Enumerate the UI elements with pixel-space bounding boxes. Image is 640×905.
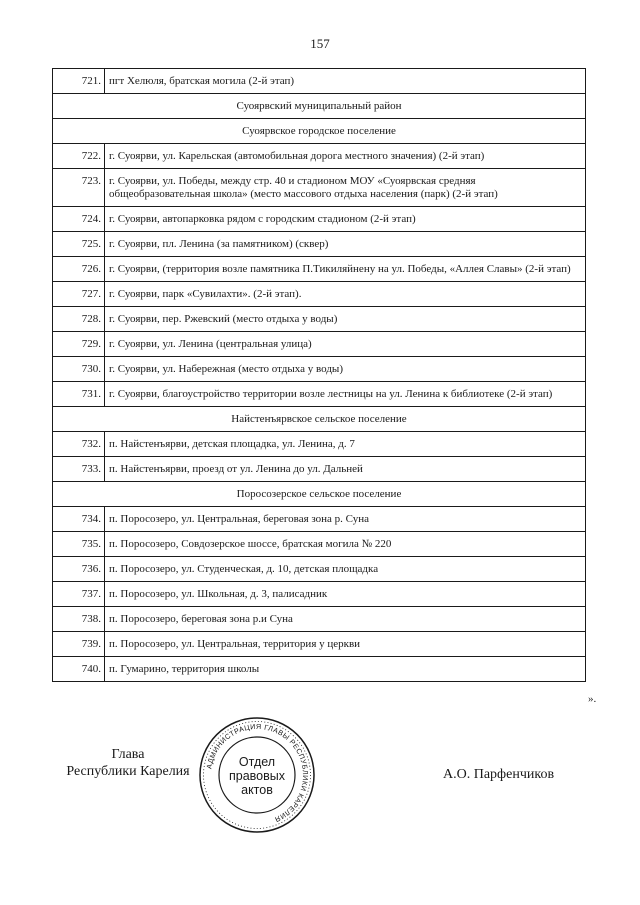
row-location: п. Найстенъярви, детская площадка, ул. Ленина, д. 7 [105, 432, 586, 457]
table-row [53, 357, 586, 382]
row-location: г. Суоярви, ул. Ленина (центральная улица) [105, 332, 586, 357]
row-number: 732. [53, 432, 105, 457]
sites-table-container [52, 68, 586, 682]
table-row [53, 507, 586, 532]
section-header-text: Суоярвский муниципальный район [53, 94, 586, 119]
signatory-title [58, 746, 198, 780]
table-row [53, 232, 586, 257]
closing-quote-mark: ». [588, 693, 597, 705]
stamp-center-line3: актов [241, 783, 273, 797]
row-location: г. Суоярви, ул. Карельская (автомобильная дорога местного значения) (2-й этап) [105, 144, 586, 169]
row-number: 726. [53, 257, 105, 282]
table-row [53, 169, 586, 207]
row-number: 728. [53, 307, 105, 332]
row-location: п. Поросозеро, ул. Школьная, д. 3, палисадник [105, 582, 586, 607]
row-number: 740. [53, 657, 105, 682]
table-row [53, 582, 586, 607]
row-location: г. Суоярви, ул. Победы, между стр. 40 и стадионом МОУ «Суоярвская средняя общеобразовательная школа» (место массового отдыха населения (парк) (2-й этап) [105, 169, 586, 207]
table-row [53, 207, 586, 232]
table-row [53, 557, 586, 582]
stamp-center-line2: правовых [229, 769, 285, 783]
row-location: г. Суоярви, ул. Набережная (место отдыха у воды) [105, 357, 586, 382]
row-number: 738. [53, 607, 105, 632]
row-number: 739. [53, 632, 105, 657]
section-header-text: Поросозерское сельское поселение [53, 482, 586, 507]
row-number: 733. [53, 457, 105, 482]
row-location: пгт Хелюля, братская могила (2-й этап) [105, 69, 586, 94]
row-number: 737. [53, 582, 105, 607]
stamp-center-line1: Отдел [238, 755, 276, 769]
table-row [53, 282, 586, 307]
table-row [53, 382, 586, 407]
page-number: 157 [310, 36, 330, 51]
signatory-title-line2: Республики Карелия [66, 764, 190, 779]
section-header-text: Суоярвское городское поселение [53, 119, 586, 144]
row-location: п. Поросозеро, ул. Центральная, береговая зона р. Суна [105, 507, 586, 532]
table-row [53, 144, 586, 169]
row-number: 722. [53, 144, 105, 169]
row-number: 730. [53, 357, 105, 382]
section-header-row [53, 94, 586, 119]
row-location: г. Суоярви, пл. Ленина (за памятником) (сквер) [105, 232, 586, 257]
row-number: 734. [53, 507, 105, 532]
row-number: 729. [53, 332, 105, 357]
row-number: 736. [53, 557, 105, 582]
row-location: п. Гумарино, территория школы [105, 657, 586, 682]
row-location: п. Поросозеро, ул. Студенческая, д. 10, детская площадка [105, 557, 586, 582]
row-location: п. Найстенъярви, проезд от ул. Ленина до ул. Дальней [105, 457, 586, 482]
section-header-row [53, 119, 586, 144]
row-number: 735. [53, 532, 105, 557]
table-row [53, 332, 586, 357]
table-row [53, 457, 586, 482]
row-number: 727. [53, 282, 105, 307]
row-location: г. Суоярви, благоустройство территории возле лестницы на ул. Ленина к библиотеке (2-й этап) [105, 382, 586, 407]
row-location: г. Суоярви, пер. Ржевский (место отдыха у воды) [105, 307, 586, 332]
table-row [53, 657, 586, 682]
table-row [53, 607, 586, 632]
row-location: п. Поросозеро, Совдозерское шоссе, братская могила № 220 [105, 532, 586, 557]
official-stamp [198, 716, 316, 834]
table-row [53, 257, 586, 282]
row-number: 731. [53, 382, 105, 407]
section-header-row [53, 407, 586, 432]
row-number: 723. [53, 169, 105, 207]
row-location: г. Суоярви, автопарковка рядом с городским стадионом (2-й этап) [105, 207, 586, 232]
row-number: 721. [53, 69, 105, 94]
table-row [53, 532, 586, 557]
row-location: п. Поросозеро, ул. Центральная, территория у церкви [105, 632, 586, 657]
stamp-ring-text: АДМИНИСТРАЦИЯ ГЛАВЫ РЕСПУБЛИКИ КАРЕЛИЯ [204, 721, 311, 825]
row-number: 725. [53, 232, 105, 257]
table-row [53, 69, 586, 94]
section-header-row [53, 482, 586, 507]
sites-table [52, 68, 586, 682]
sites-table-body [53, 69, 586, 682]
signatory-name: А.О. Парфенчиков [443, 767, 555, 782]
section-header-text: Найстенъярвское сельское поселение [53, 407, 586, 432]
table-row [53, 307, 586, 332]
row-number: 724. [53, 207, 105, 232]
row-location: п. Поросозеро, береговая зона р.и Суна [105, 607, 586, 632]
row-location: г. Суоярви, парк «Сувилахти». (2-й этап). [105, 282, 586, 307]
row-location: г. Суоярви, (территория возле памятника П.Тикиляйнену на ул. Победы, «Аллея Славы» (2-й этап) [105, 257, 586, 282]
signatory-title-line1: Глава [111, 747, 145, 762]
table-row [53, 632, 586, 657]
table-row [53, 432, 586, 457]
